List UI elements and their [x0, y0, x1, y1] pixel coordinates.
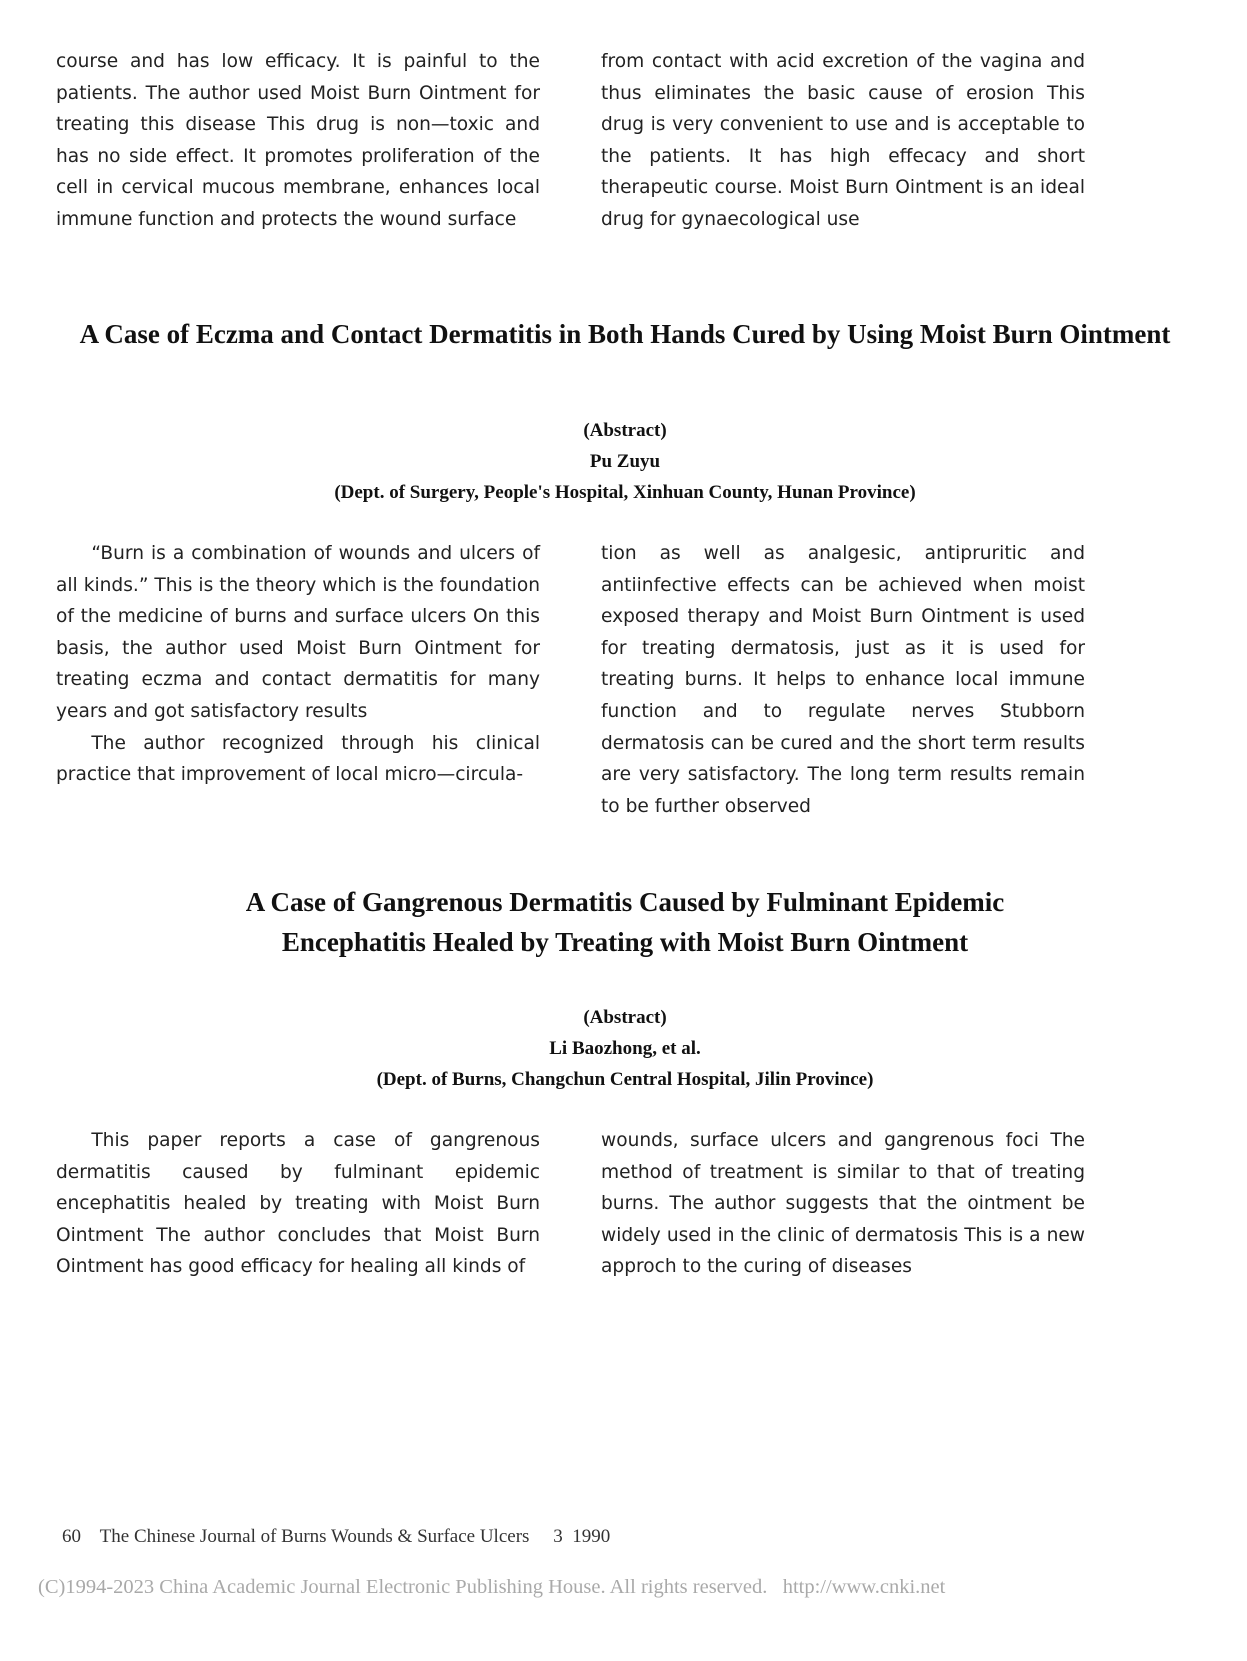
article2-left-paragraph: This paper reports a case of gangrenous dermatitis caused by fulminant epidemic encephatitis healed by treating with Moist Burn Ointment The author concludes that Moist Burn Ointment has good efficacy for healing all kinds of: [56, 1130, 540, 1278]
page-footer: [62, 1526, 610, 1548]
article1-title: A Case of Eczma and Contact Dermatitis in Both Hands Cured by Using Moist Burn Ointment: [79, 319, 1171, 349]
article2-left-column: [56, 1125, 540, 1283]
article1-right-column: [601, 538, 1085, 822]
article2-right-paragraph: wounds, surface ulcers and gangrenous foci The method of treatment is similar to that of treating burns. The author suggests that the ointment be widely used in the clinic of dermatosis This is a new approch to the curing of diseases: [601, 1130, 1085, 1278]
intro-right-paragraph: from contact with acid excretion of the vagina and thus eliminates the basic cause of erosion This drug is very convenient to use and is acceptable to the patients. It has high effecacy and short therapeutic course. Moist Burn Ointment is an ideal drug for gynaecological use: [601, 51, 1085, 230]
article2-title-line-2: Encephatitis Healed by Treating with Moist Burn Ointment: [281, 927, 969, 957]
issue-year: 1990: [572, 1526, 611, 1547]
article1-affiliation: (Dept. of Surgery, People's Hospital, Xinhuan County, Hunan Province): [334, 482, 916, 503]
article2-title-line-1: A Case of Gangrenous Dermatitis Caused by Fulminant Epidemic: [245, 887, 1005, 917]
article2-abstract-label: (Abstract): [583, 1007, 667, 1028]
article1-left-column: [56, 538, 540, 791]
copyright-notice: [38, 1576, 945, 1599]
intro-right-column: [601, 46, 1085, 236]
article1-left-paragraph-2: The author recognized through his clinical practice that improvement of local micro—circula-: [56, 732, 540, 786]
article2-author: Li Baozhong, et al.: [549, 1038, 701, 1059]
intro-left-column: [56, 46, 540, 236]
article1-right-paragraph: tion as well as analgesic, antipruritic and antiinfective effects can be achieved when moist exposed therapy and Moist Burn Ointment is used for treating dermatosis, just as it is used for treating burns. It helps to enhance local immune function and to regulate nerves Stubborn dermatosis can be cured and the short term results are very satisfactory. The long term results remain to be further observed: [601, 543, 1085, 817]
article1-left-paragraph-1: “Burn is a combination of wounds and ulcers of all kinds.” This is the theory which is the foundation of the medicine of burns and surface ulcers On this basis, the author used Moist Burn Ointment for treating eczma and contact dermatitis for many years and got satisfactory results: [56, 543, 540, 722]
article2-right-column: [601, 1125, 1085, 1283]
article1-author: Pu Zuyu: [589, 451, 661, 472]
article1-abstract-label: (Abstract): [583, 420, 667, 441]
intro-left-paragraph: course and has low efficacy. It is painful to the patients. The author used Moist Burn Ointment for treating this disease This drug is non—toxic and has no side effect. It promotes proliferation of the cell in cervical mucous membrane, enhances local immune function and protects the wound surface: [56, 51, 540, 230]
copyright-text: (C)1994-2023 China Academic Journal Electronic Publishing House. All rights reserved.: [38, 1576, 768, 1598]
copyright-url: http://www.cnki.net: [782, 1576, 946, 1598]
issue-number: 3: [553, 1526, 563, 1547]
journal-name: The Chinese Journal of Burns Wounds & Surface Ulcers: [99, 1526, 530, 1547]
page-number: 60: [62, 1526, 81, 1547]
article2-affiliation: (Dept. of Burns, Changchun Central Hospital, Jilin Province): [376, 1069, 874, 1090]
